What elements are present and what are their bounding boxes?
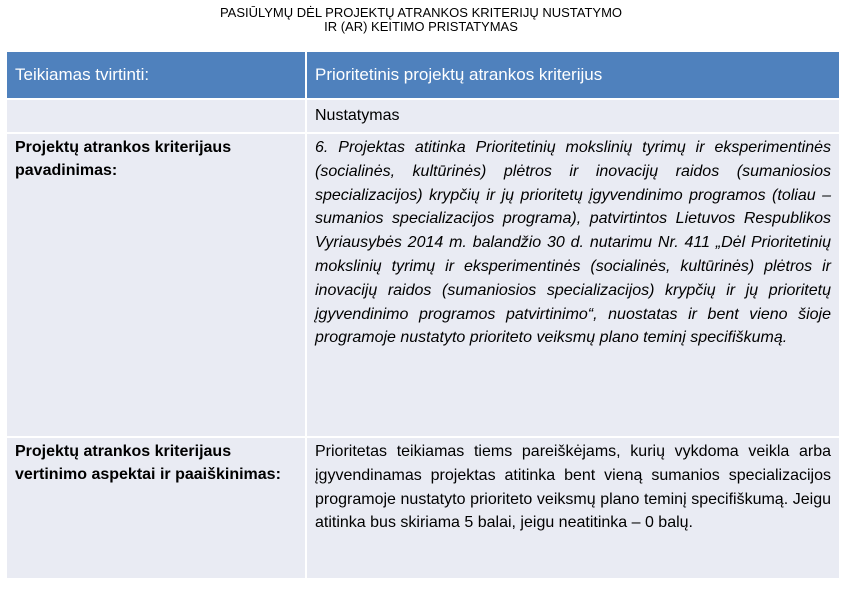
title-line-2: IR (AR) KEITIMO PRISTATYMAS: [324, 19, 518, 34]
document-title: [0, 6, 842, 34]
header-left-cell: Teikiamas tvirtinti:: [7, 52, 305, 98]
title-line-1: PASIŪLYMŲ DĖL PROJEKTŲ ATRANKOS KRITERIJŲ NUSTATYMO: [219, 5, 623, 20]
subheader-empty-cell: [7, 100, 305, 132]
row2-label: Projektų atrankos kriterijaus vertinimo aspektai ir paaiškinimas:: [7, 438, 305, 578]
header-right-cell: Prioritetinis projektų atrankos kriterijus: [307, 52, 839, 98]
row1-text: 6. Projektas atitinka Prioritetinių mokslinių tyrimų ir eksperimentinės (socialinės, kultūrinės) plėtros ir inovacijų raidos (sumaniosios specializacijos) krypčių ir jų prioritetų įgyvendinimo programos (toliau – sumanios specializacijos programa), patvirtintos Lietuvos Respublikos Vyriausybės 2014 m. balandžio 30 d. nutarimu Nr. 411 „Dėl Prioritetinių mokslinių tyrimų ir eksperimentinės (socialinės, kultūrinės) plėtros ir inovacijų raidos (sumaniosios specializacijos) krypčių ir jų prioritetų įgyvendinimo programos patvirtinimo“, nuostatas ir bent vieno šioje programoje nustatyto prioriteto veiksmų plano teminį specifiškumą.: [307, 134, 839, 436]
criteria-table: [7, 52, 839, 578]
row1-label: Projektų atrankos kriterijaus pavadinimas:: [7, 134, 305, 436]
row2-text: Prioritetas teikiamas tiems pareiškėjams, kurių vykdoma veikla arba įgyvendinamas projektas atitinka bent vieną sumanios specializacijos programoje nustatyto prioriteto veiksmų plano teminį specifiškumą. Jeigu atitinka bus skiriama 5 balai, jeigu neatitinka – 0 balų.: [307, 438, 839, 578]
subheader-cell: Nustatymas: [307, 100, 839, 132]
